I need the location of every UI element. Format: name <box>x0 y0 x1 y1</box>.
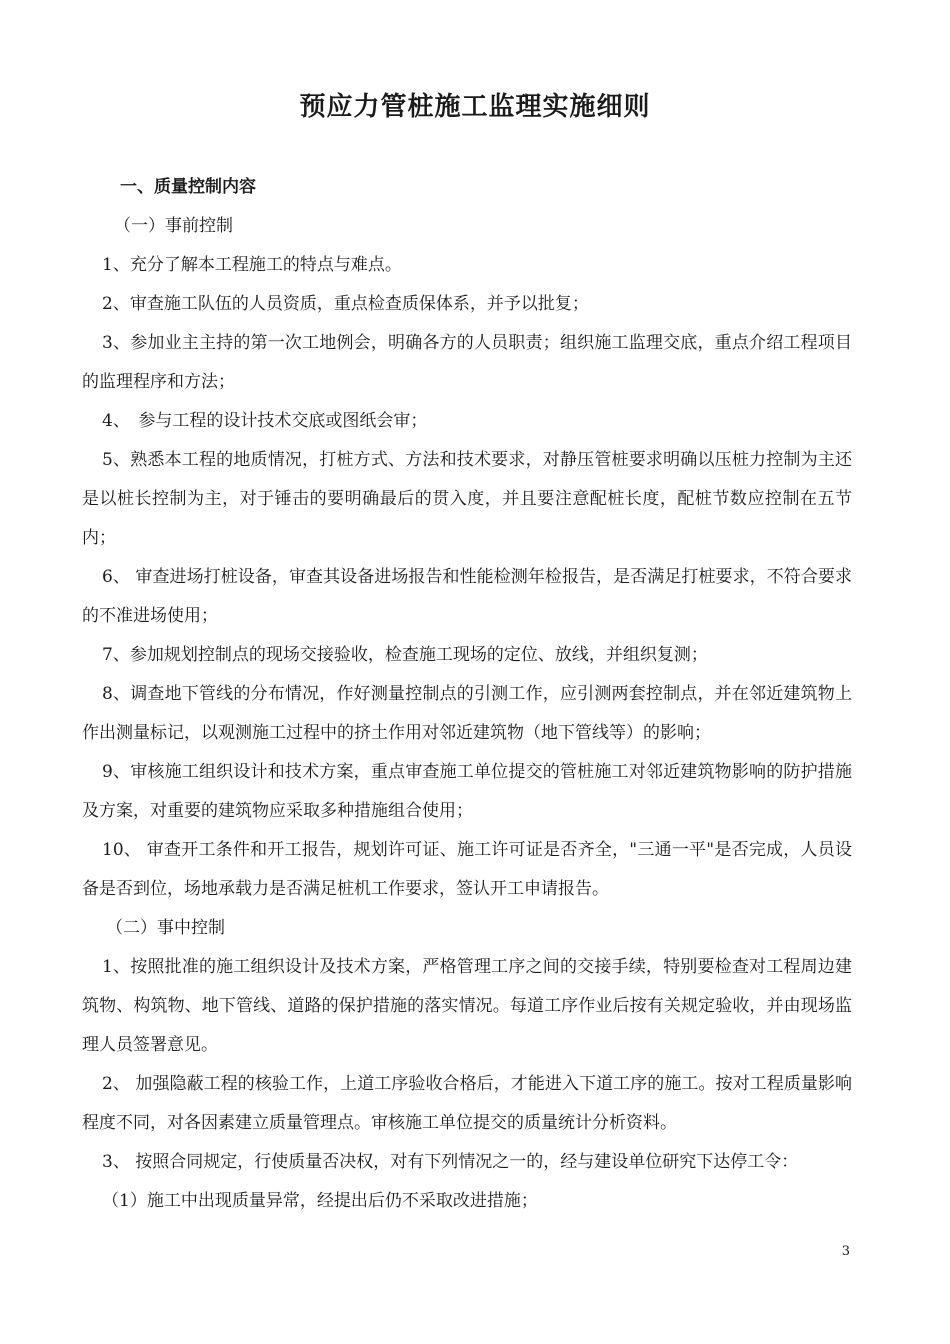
pre-control-item-2: 2、审查施工队伍的人员资质，重点检查质保体系，并予以批复； <box>102 294 589 314</box>
pre-control-item-9: 9、审核施工组织设计和技术方案，重点审查施工单位提交的管桩施工对邻近建筑物影响的防护措施及方案，对重要的建筑物应采取多种措施组合使用； <box>82 762 852 821</box>
page-title: 预应力管桩施工监理实施细则 <box>299 92 651 122</box>
pre-control-item-10: 10、 审查开工条件和开工报告，规划许可证、施工许可证是否齐全，"三通一平"是否完成，人员设备是否到位，场地承载力是否满足桩机工作要求，签认开工申请报告。 <box>82 840 852 899</box>
section-heading-quality-control: 一、质量控制内容 <box>120 177 256 197</box>
subsection-heading-pre-control: （一）事前控制 <box>114 216 233 236</box>
mid-control-subitem-1: （1）施工中出现质量异常，经提出后仍不采取改进措施； <box>102 1191 538 1211</box>
pre-control-item-6: 6、 审查进场打桩设备，审查其设备进场报告和性能检测年检报告，是否满足打桩要求，不符合要求的不准进场使用； <box>82 567 852 626</box>
pre-control-item-1: 1、充分了解本工程施工的特点与难点。 <box>102 255 402 275</box>
mid-control-item-1: 1、按照批准的施工组织设计及技术方案，严格管理工序之间的交接手续，特别要检查对工程周边建筑物、构筑物、地下管线、道路的保护措施的落实情况。每道工序作业后按有关规定验收，并由现场监理人员签署意见。 <box>82 957 852 1055</box>
document-body <box>82 168 852 1221</box>
pre-control-item-7: 7、参加规划控制点的现场交接验收，检查施工现场的定位、放线，并组织复测； <box>102 645 708 665</box>
pre-control-item-8: 8、调查地下管线的分布情况，作好测量控制点的引测工作，应引测两套控制点，并在邻近建筑物上作出测量标记，以观测施工过程中的挤土作用对邻近建筑物（地下管线等）的影响； <box>82 684 852 743</box>
pre-control-item-5: 5、熟悉本工程的地质情况，打桩方式、方法和技术要求，对静压管桩要求明确以压桩力控制为主还是以桩长控制为主，对于锤击的要明确最后的贯入度，并且要注意配桩长度，配桩节数应控制在五节内； <box>82 450 852 548</box>
page-number: 3 <box>841 1244 850 1259</box>
pre-control-item-4: 4、 参与工程的设计技术交底或图纸会审； <box>102 411 428 431</box>
subsection-heading-mid-control: （二）事中控制 <box>106 918 225 938</box>
pre-control-item-3: 3、参加业主主持的第一次工地例会，明确各方的人员职责；组织施工监理交底，重点介绍工程项目的监理程序和方法； <box>82 333 852 392</box>
mid-control-item-2: 2、 加强隐蔽工程的核验工作，上道工序验收合格后，才能进入下道工序的施工。按对工程质量影响程度不同，对各因素建立质量管理点。审核施工单位提交的质量统计分析资料。 <box>82 1074 852 1133</box>
mid-control-item-3: 3、 按照合同规定，行使质量否决权，对有下列情况之一的，经与建设单位研究下达停工令： <box>102 1152 799 1172</box>
